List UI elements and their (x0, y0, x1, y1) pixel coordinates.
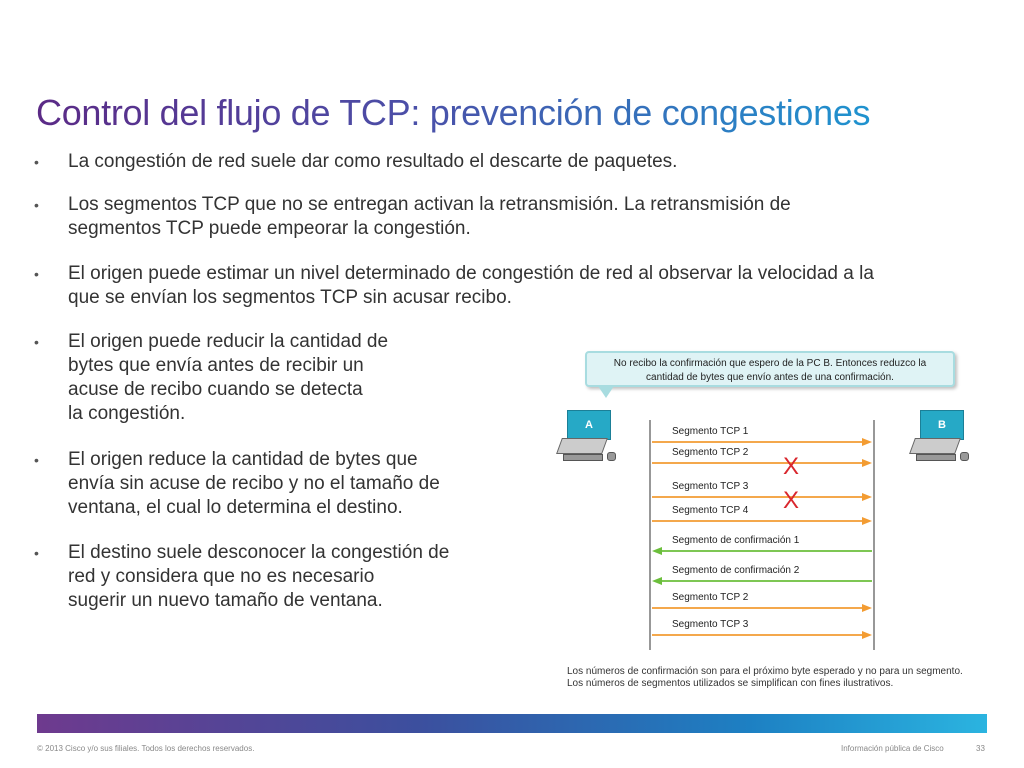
diagram-footnote (567, 666, 963, 690)
message-label: Segmento TCP 3 (672, 481, 749, 492)
callout-tail (598, 386, 614, 398)
slide-title: Control del flujo de TCP: prevención de congestiones (36, 92, 871, 133)
lost-packet-marker: X (783, 453, 800, 480)
bullet-line: sugerir un nuevo tamaño de ventana. (68, 590, 383, 611)
bullet-dot: • (34, 334, 39, 350)
bullet-line: acuse de recibo cuando se detecta (68, 379, 363, 400)
message-arrow (652, 505, 872, 525)
bullet-dot: • (34, 197, 39, 213)
message-label: Segmento TCP 4 (672, 505, 749, 516)
callout-box (585, 351, 955, 387)
message-arrow (652, 447, 872, 480)
bullet-dot: • (34, 545, 39, 561)
pc-b-label: B (938, 419, 946, 431)
footer-gradient-bar (37, 714, 987, 733)
bullet-line: envía sin acuse de recibo y no el tamaño de (68, 473, 440, 494)
lost-packet-marker: X (783, 487, 800, 514)
message-label: Segmento de confirmación 1 (672, 535, 800, 546)
bullet-line: El origen reduce la cantidad de bytes que (68, 449, 418, 470)
footnote-line: Los números de segmentos utilizados se simplifican con fines ilustrativos. (567, 678, 894, 689)
arrowhead (862, 631, 872, 639)
footer-page-number: 33 (976, 744, 985, 753)
message-label: Segmento TCP 1 (672, 426, 749, 437)
arrowhead (862, 493, 872, 501)
bullet-line: El origen puede reducir la cantidad de (68, 331, 389, 352)
message-label: Segmento TCP 2 (672, 447, 749, 458)
message-arrow (652, 535, 872, 555)
bullet-dot: • (34, 154, 39, 170)
footer-classification: Información pública de Cisco (841, 744, 944, 753)
pc-a-icon (559, 410, 617, 462)
bullet-line: que se envían los segmentos TCP sin acusar recibo. (68, 287, 512, 308)
message-arrow (652, 619, 872, 639)
arrowhead (862, 517, 872, 525)
pc-a-label: A (585, 419, 593, 431)
callout-line: cantidad de bytes que envío antes de una confirmación. (646, 372, 894, 383)
message-label: Segmento de confirmación 2 (672, 565, 800, 576)
arrowhead (862, 459, 872, 467)
bullet-line: El origen puede estimar un nivel determinado de congestión de red al observar la velocidad a la (68, 263, 874, 284)
arrowhead (652, 547, 662, 555)
pc-b-icon (912, 410, 970, 462)
message-arrow (652, 426, 872, 446)
bullet-line: La congestión de red suele dar como resultado el descarte de paquetes. (68, 151, 678, 172)
message-label: Segmento TCP 2 (672, 592, 749, 603)
arrowhead (862, 604, 872, 612)
message-label: Segmento TCP 3 (672, 619, 749, 630)
arrowhead (862, 438, 872, 446)
bullet-line: Los segmentos TCP que no se entregan activan la retransmisión. La retransmisión de (68, 194, 791, 215)
bullet-line: ventana, el cual lo determina el destino. (68, 497, 403, 518)
message-arrow (652, 565, 872, 585)
bullet-dot: • (34, 266, 39, 282)
bullet-line: la congestión. (68, 403, 186, 424)
bullet-line: bytes que envía antes de recibir un (68, 355, 364, 376)
bullet-line: El destino suele desconocer la congestión de (68, 542, 450, 563)
arrowhead (652, 577, 662, 585)
callout-line: No recibo la confirmación que espero de la PC B. Entonces reduzco la (613, 358, 927, 369)
footnote-line: Los números de confirmación son para el próximo byte esperado y no para un segmento. (567, 666, 963, 677)
bullet-line: segmentos TCP puede empeorar la congestión. (68, 218, 471, 239)
message-arrow (652, 592, 872, 612)
footer-copyright: © 2013 Cisco y/o sus filiales. Todos los derechos reservados. (37, 744, 255, 753)
bullet-dot: • (34, 452, 39, 468)
bullet-line: red y considera que no es necesario (68, 566, 375, 587)
sequence-diagram (640, 415, 890, 655)
